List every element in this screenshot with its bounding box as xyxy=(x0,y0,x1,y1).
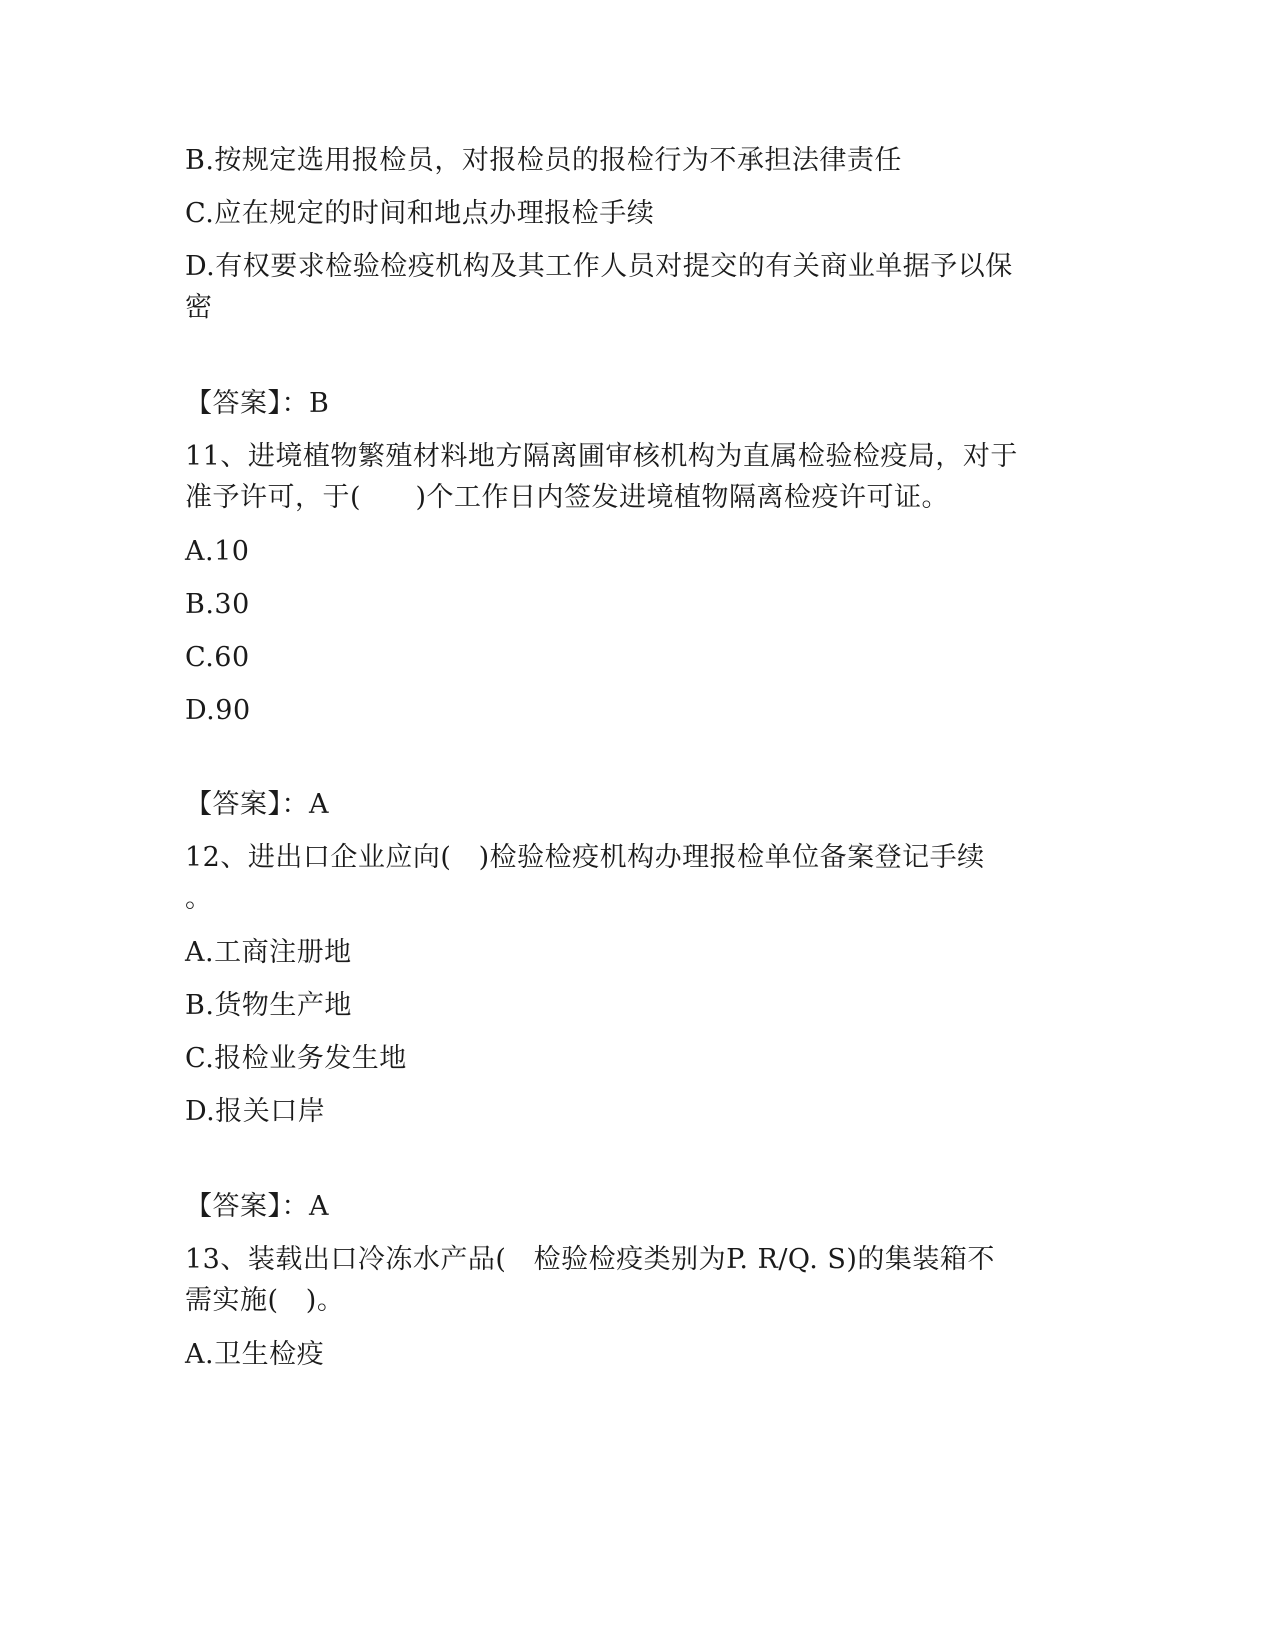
option-c: C.应在规定的时间和地点办理报检手续 xyxy=(185,198,655,229)
question-13-option-a: A.卫生检疫 xyxy=(185,1339,325,1370)
option-d-continued: 密 xyxy=(185,292,213,323)
question-12-option-c: C.报检业务发生地 xyxy=(185,1043,407,1074)
option-d: D.有权要求检验检疫机构及其工作人员对提交的有关商业单据予以保 xyxy=(185,251,1013,282)
question-11-option-d: D.90 xyxy=(185,695,251,726)
question-11-option-a: A.10 xyxy=(185,536,250,567)
question-13-stem: 13、装载出口冷冻水产品( 检验检疫类别为P. R/Q. S)的集装箱不 xyxy=(185,1244,995,1275)
question-11-option-b: B.30 xyxy=(185,589,250,620)
question-11-option-c: C.60 xyxy=(185,642,250,673)
question-11-answer: 【答案】：A xyxy=(185,789,329,820)
question-12-option-d: D.报关口岸 xyxy=(185,1096,326,1127)
question-13-stem-continued: 需实施( )。 xyxy=(185,1285,345,1316)
answer-label: 【答案】：B xyxy=(185,388,330,419)
question-12-stem-continued: 。 xyxy=(185,883,213,914)
question-12-option-a: A.工商注册地 xyxy=(185,937,352,968)
question-12-answer: 【答案】：A xyxy=(185,1191,329,1222)
question-11-stem-continued: 准予许可，于( )个工作日内签发进境植物隔离检疫许可证。 xyxy=(185,482,950,513)
option-b: B.按规定选用报检员，对报检员的报检行为不承担法律责任 xyxy=(185,145,902,176)
question-11-stem: 11、进境植物繁殖材料地方隔离圃审核机构为直属检验检疫局，对于 xyxy=(185,441,1018,472)
question-12-option-b: B.货物生产地 xyxy=(185,990,352,1021)
question-12-stem: 12、进出口企业应向( )检验检疫机构办理报检单位备案登记手续 xyxy=(185,842,985,873)
